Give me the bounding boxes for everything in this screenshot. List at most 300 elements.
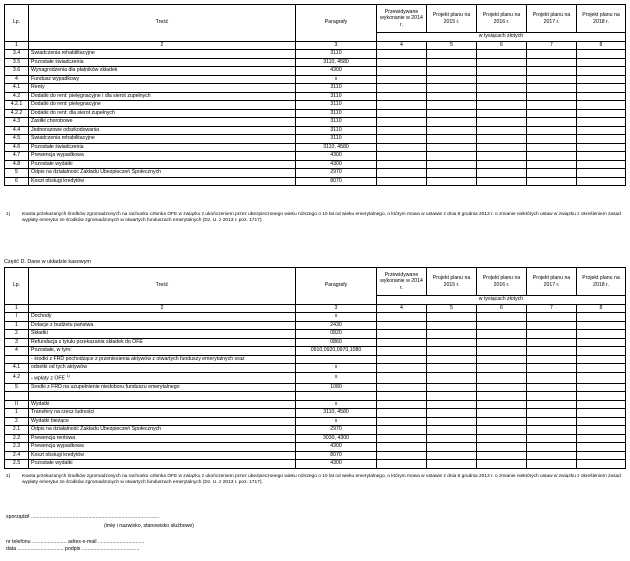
value-cell[interactable] [477,135,527,144]
value-cell[interactable] [577,84,626,93]
value-cell[interactable] [377,347,427,356]
value-cell[interactable] [477,313,527,322]
value-cell[interactable] [477,451,527,460]
row-lp: 4 [5,347,29,356]
expenditure-table-1 [4,4,626,186]
row-paragraf: 4300 [296,152,377,161]
value-cell[interactable] [477,400,527,409]
table-row [5,67,626,76]
footnote-ref: 1) [66,373,70,378]
value-cell[interactable] [377,101,427,110]
value-cell[interactable] [577,313,626,322]
row-paragraf: x [296,75,377,84]
value-cell[interactable] [477,372,527,383]
row-paragraf: x [296,400,377,409]
value-cell[interactable] [427,84,477,93]
row-text-value: Transfery na rzecz ludności [31,409,95,416]
value-cell[interactable] [427,135,477,144]
value-cell[interactable] [377,417,427,426]
value-cell[interactable] [377,330,427,339]
value-cell[interactable] [427,364,477,373]
value-cell[interactable] [527,426,577,435]
value-cell[interactable] [527,451,577,460]
colnum-6: 6 [477,41,527,50]
row-lp: 3.5 [5,58,29,67]
colnum-7: 7 [527,41,577,50]
row-text [29,50,296,59]
value-cell[interactable] [577,364,626,373]
table-row [5,152,626,161]
value-cell[interactable] [377,434,427,443]
value-cell[interactable] [527,177,577,186]
value-cell[interactable] [527,67,577,76]
footnote-1-number: 1) [6,212,11,217]
value-cell[interactable] [377,443,427,452]
row-text-value: Pozostałe wydatki [31,460,73,467]
cash-table [4,267,626,469]
value-cell[interactable] [377,118,427,127]
value-cell[interactable] [427,58,477,67]
value-cell[interactable] [377,135,427,144]
row-lp: 5 [5,169,29,178]
row-text [29,109,296,118]
row-paragraf: 3110 [296,50,377,59]
value-cell[interactable] [427,347,477,356]
row-paragraf: 3110 [296,84,377,93]
row-paragraf: 2970 [296,426,377,435]
header-2018: Projekt planu na 2018 r. [577,5,626,33]
value-cell[interactable] [527,160,577,169]
row-paragraf: 3110, 4580 [296,58,377,67]
value-cell[interactable] [527,152,577,161]
value-cell[interactable] [527,118,577,127]
value-cell[interactable] [477,92,527,101]
value-cell[interactable] [427,92,477,101]
value-cell[interactable] [427,313,477,322]
value-cell[interactable] [577,58,626,67]
value-cell[interactable] [527,443,577,452]
value-cell[interactable] [427,118,477,127]
header-tresc: Treść [29,268,296,305]
value-cell[interactable] [477,417,527,426]
row-text-value: Renty [31,84,45,90]
value-cell[interactable] [477,126,527,135]
value-cell[interactable] [577,460,626,469]
colnum-5: 5 [427,41,477,50]
value-cell[interactable] [527,355,577,364]
value-cell[interactable] [527,417,577,426]
value-cell[interactable] [477,67,527,76]
value-cell[interactable] [527,400,577,409]
value-cell[interactable] [577,169,626,178]
value-cell[interactable] [527,101,577,110]
value-cell[interactable] [477,364,527,373]
value-cell[interactable] [477,143,527,152]
colnum-8: 8 [577,41,626,50]
value-cell[interactable] [527,75,577,84]
row-text [29,135,296,144]
row-text-value: Odpis na działalność Zakładu Ubezpieczeń Społecznych [31,426,162,433]
table-row [5,126,626,135]
colnum-7: 7 [527,304,577,313]
row-paragraf: 3110 [296,118,377,127]
value-cell[interactable] [427,460,477,469]
value-cell[interactable] [427,392,477,401]
row-paragraf: 3110 [296,109,377,118]
table-row [5,330,626,339]
value-cell[interactable] [477,338,527,347]
value-cell[interactable] [527,364,577,373]
row-lp: 3.4 [5,50,29,59]
row-paragraf: 3110, 4580 [296,143,377,152]
row-lp: I [5,313,29,322]
row-text [29,392,296,401]
value-cell[interactable] [427,152,477,161]
row-text [29,355,296,364]
row-text-value: Składki [31,330,48,336]
value-cell[interactable] [527,338,577,347]
row-text-value: Dodatki do rent: dla sierot zupełnych [31,109,115,116]
value-cell[interactable] [377,50,427,59]
row-lp: 4.2 [5,372,29,383]
table-row [5,321,626,330]
row-paragraf: 0860 [296,338,377,347]
value-cell[interactable] [527,330,577,339]
row-text [29,434,296,443]
row-text [29,321,296,330]
row-text-value: Pozostałe wydatki [31,160,73,167]
prepared-by-caption: (imię i nazwisko, stanowisko służbowe) [104,523,194,529]
table-row [5,355,626,364]
value-cell[interactable] [477,321,527,330]
value-cell[interactable] [577,443,626,452]
value-cell[interactable] [377,460,427,469]
value-cell[interactable] [577,355,626,364]
footnote-2-number: 1) [6,474,11,479]
value-cell[interactable] [377,109,427,118]
value-cell[interactable] [427,400,477,409]
value-cell[interactable] [527,126,577,135]
header-units: w tysiącach złotych [377,296,626,305]
value-cell[interactable] [377,426,427,435]
value-cell[interactable] [527,392,577,401]
value-cell[interactable] [427,338,477,347]
row-text-value: odsetki od tych aktywów [31,364,87,370]
value-cell[interactable] [577,160,626,169]
row-text-value: Świadczenia rehabilitacyjne [31,135,95,141]
value-cell[interactable] [377,364,427,373]
row-text [29,177,296,186]
value-cell[interactable] [577,143,626,152]
table-row [5,451,626,460]
value-cell[interactable] [427,109,477,118]
row-paragraf [296,355,377,364]
value-cell[interactable] [527,372,577,383]
row-lp: 4.6 [5,143,29,152]
value-cell[interactable] [477,101,527,110]
row-text-value: Koszt obsługi kredytów [31,451,85,458]
value-cell[interactable] [377,177,427,186]
row-text [29,409,296,418]
value-cell[interactable] [477,160,527,169]
row-lp: 2.3 [5,443,29,452]
value-cell[interactable] [477,177,527,186]
value-cell[interactable] [377,451,427,460]
row-paragraf: x [296,417,377,426]
row-text [29,75,296,84]
value-cell[interactable] [427,75,477,84]
value-cell[interactable] [427,160,477,169]
header-2015: Projekt planu na 2015 r. [427,5,477,33]
row-text [29,101,296,110]
footnote-1-text: Kwota przekazanych środków zgromadzonych na rachunku członka OFE w związku z ukończeniem przez ubezpieczonego wieku niższego o 10 lat od wieku emerytalnego, o którym mowa w ustawie z dnia 6 grudnia 2013 r. o zmianie niektórych ustaw w związku z określeniem zasad wypłaty emerytur ze środków zgromadzonych w otwartych funduszach emerytalnych (Dz. U. z 2013 r. poz. 1717). [22,212,621,224]
colnum-4: 4 [377,41,427,50]
value-cell[interactable] [477,434,527,443]
value-cell[interactable] [527,84,577,93]
row-paragraf: 4300 [296,443,377,452]
value-cell[interactable] [427,409,477,418]
value-cell[interactable] [377,372,427,383]
section-row [5,313,626,322]
row-text-value: Świadczenia rehabilitacyjne [31,50,95,56]
row-text-value: Pozostałe, w tym: [31,347,72,353]
value-cell[interactable] [427,426,477,435]
table-row [5,84,626,93]
value-cell[interactable] [577,135,626,144]
value-cell[interactable] [477,443,527,452]
value-cell[interactable] [427,169,477,178]
value-cell[interactable] [577,152,626,161]
value-cell[interactable] [427,383,477,392]
header-2017: Projekt planu na 2017 r. [527,268,577,296]
value-cell[interactable] [577,118,626,127]
row-text [29,143,296,152]
value-cell[interactable] [427,101,477,110]
row-text [29,118,296,127]
value-cell[interactable] [527,383,577,392]
header-lp: Lp. [5,268,29,305]
value-cell[interactable] [577,338,626,347]
value-cell[interactable] [427,451,477,460]
table-row [5,169,626,178]
row-text-value: Dotacje z budżetu państwa [31,321,94,328]
table-row [5,426,626,435]
row-lp: 3 [5,338,29,347]
row-text [29,84,296,93]
table-row [5,118,626,127]
value-cell[interactable] [377,143,427,152]
value-cell[interactable] [427,443,477,452]
value-cell[interactable] [377,152,427,161]
value-cell[interactable] [377,338,427,347]
value-cell[interactable] [477,347,527,356]
row-text-value: Zasiłki chorobowe [31,118,73,124]
value-cell[interactable] [577,426,626,435]
row-text-value: Środki z FRD na uzupełnienie niedoboru funduszu emerytalnego [31,383,180,390]
value-cell[interactable] [377,67,427,76]
table-row [5,417,626,426]
value-cell[interactable] [577,400,626,409]
value-cell[interactable] [477,355,527,364]
row-lp: 2 [5,417,29,426]
value-cell[interactable] [377,58,427,67]
row-text [29,372,296,383]
colnum-4: 4 [377,304,427,313]
row-paragraf: 4300 [296,160,377,169]
value-cell[interactable] [377,355,427,364]
value-cell[interactable] [477,460,527,469]
value-cell[interactable] [377,126,427,135]
table-row [5,409,626,418]
value-cell[interactable] [527,50,577,59]
value-cell[interactable] [527,409,577,418]
row-lp: 1 [5,321,29,330]
row-paragraf: 1080 [296,383,377,392]
value-cell[interactable] [577,50,626,59]
value-cell[interactable] [577,372,626,383]
row-paragraf: 3030, 4300 [296,434,377,443]
value-cell[interactable] [577,383,626,392]
value-cell[interactable] [377,75,427,84]
phone-email-line: nr telefonu ........................ adres e-mail ................................ [6,539,145,545]
value-cell[interactable] [527,313,577,322]
row-lp: 4.5 [5,135,29,144]
value-cell[interactable] [427,143,477,152]
value-cell[interactable] [377,313,427,322]
value-cell[interactable] [377,92,427,101]
value-cell[interactable] [477,152,527,161]
row-lp: 4.8 [5,160,29,169]
header-2014: Przewidywane wykonanie w 2014 r. [377,268,427,296]
value-cell[interactable] [427,67,477,76]
row-text-value: Wynagrodzenia dla płatników składek [31,67,118,73]
colnum-6: 6 [477,304,527,313]
row-text [29,443,296,452]
value-cell[interactable] [477,118,527,127]
value-cell[interactable] [377,169,427,178]
value-cell[interactable] [527,58,577,67]
value-cell[interactable] [577,321,626,330]
value-cell[interactable] [527,92,577,101]
table-row [5,460,626,469]
value-cell[interactable] [577,109,626,118]
value-cell[interactable] [527,143,577,152]
row-text-value: Odpis na działalność Zakładu Ubezpieczeń Społecznych [31,169,162,175]
value-cell[interactable] [527,169,577,178]
row-lp: 4.1 [5,84,29,93]
row-lp: 4.4 [5,126,29,135]
row-lp: 4 [5,75,29,84]
row-paragraf: 8070 [296,451,377,460]
value-cell[interactable] [577,409,626,418]
row-lp: 4.2.1 [5,101,29,110]
value-cell[interactable] [427,330,477,339]
value-cell[interactable] [427,177,477,186]
colnum-3: 3 [296,304,377,313]
value-cell[interactable] [377,321,427,330]
value-cell[interactable] [427,321,477,330]
value-cell[interactable] [427,126,477,135]
value-cell[interactable] [577,451,626,460]
value-cell[interactable] [577,177,626,186]
value-cell[interactable] [377,84,427,93]
value-cell[interactable] [527,109,577,118]
value-cell[interactable] [577,392,626,401]
value-cell[interactable] [477,426,527,435]
row-text [29,58,296,67]
value-cell[interactable] [427,355,477,364]
value-cell[interactable] [477,109,527,118]
value-cell[interactable] [477,169,527,178]
value-cell[interactable] [527,135,577,144]
value-cell[interactable] [577,126,626,135]
row-paragraf: x [296,364,377,373]
value-cell[interactable] [577,67,626,76]
value-cell[interactable] [477,383,527,392]
row-text-value: Jednorazowe odszkodowania [31,126,100,133]
row-text [29,347,296,356]
value-cell[interactable] [477,392,527,401]
row-text-value: Pozostałe świadczenia [31,58,84,65]
value-cell[interactable] [427,372,477,383]
row-paragraf: x [296,313,377,322]
value-cell[interactable] [477,84,527,93]
value-cell[interactable] [427,50,477,59]
value-cell[interactable] [577,347,626,356]
value-cell[interactable] [527,347,577,356]
value-cell[interactable] [477,50,527,59]
value-cell[interactable] [477,330,527,339]
row-text [29,383,296,392]
table-row [5,101,626,110]
value-cell[interactable] [427,434,477,443]
header-2018: Projekt planu na 2018 r. [577,268,626,296]
row-text [29,92,296,101]
value-cell[interactable] [527,434,577,443]
row-lp: 2.2 [5,434,29,443]
row-text [29,400,296,409]
value-cell[interactable] [527,460,577,469]
value-cell[interactable] [527,321,577,330]
value-cell[interactable] [377,409,427,418]
value-cell[interactable] [477,409,527,418]
colnum-1: 1 [5,304,29,313]
value-cell[interactable] [577,417,626,426]
value-cell[interactable] [377,383,427,392]
prepared-by-line: sporządził ......................................................................................... [6,514,160,520]
value-cell[interactable] [477,75,527,84]
value-cell[interactable] [577,330,626,339]
value-cell[interactable] [377,400,427,409]
value-cell[interactable] [577,92,626,101]
row-lp: 4.1 [5,364,29,373]
footnote-1 [6,212,622,224]
row-paragraf: 2430 [296,321,377,330]
value-cell[interactable] [377,392,427,401]
value-cell[interactable] [377,160,427,169]
row-text [29,126,296,135]
value-cell[interactable] [477,58,527,67]
header-lp: Lp. [5,5,29,42]
table-row [5,392,626,401]
value-cell[interactable] [577,101,626,110]
value-cell[interactable] [427,417,477,426]
value-cell[interactable] [577,75,626,84]
row-text-value: Koszt obsługi kredytów [31,177,85,184]
table-row [5,443,626,452]
value-cell[interactable] [577,434,626,443]
table-row [5,338,626,347]
